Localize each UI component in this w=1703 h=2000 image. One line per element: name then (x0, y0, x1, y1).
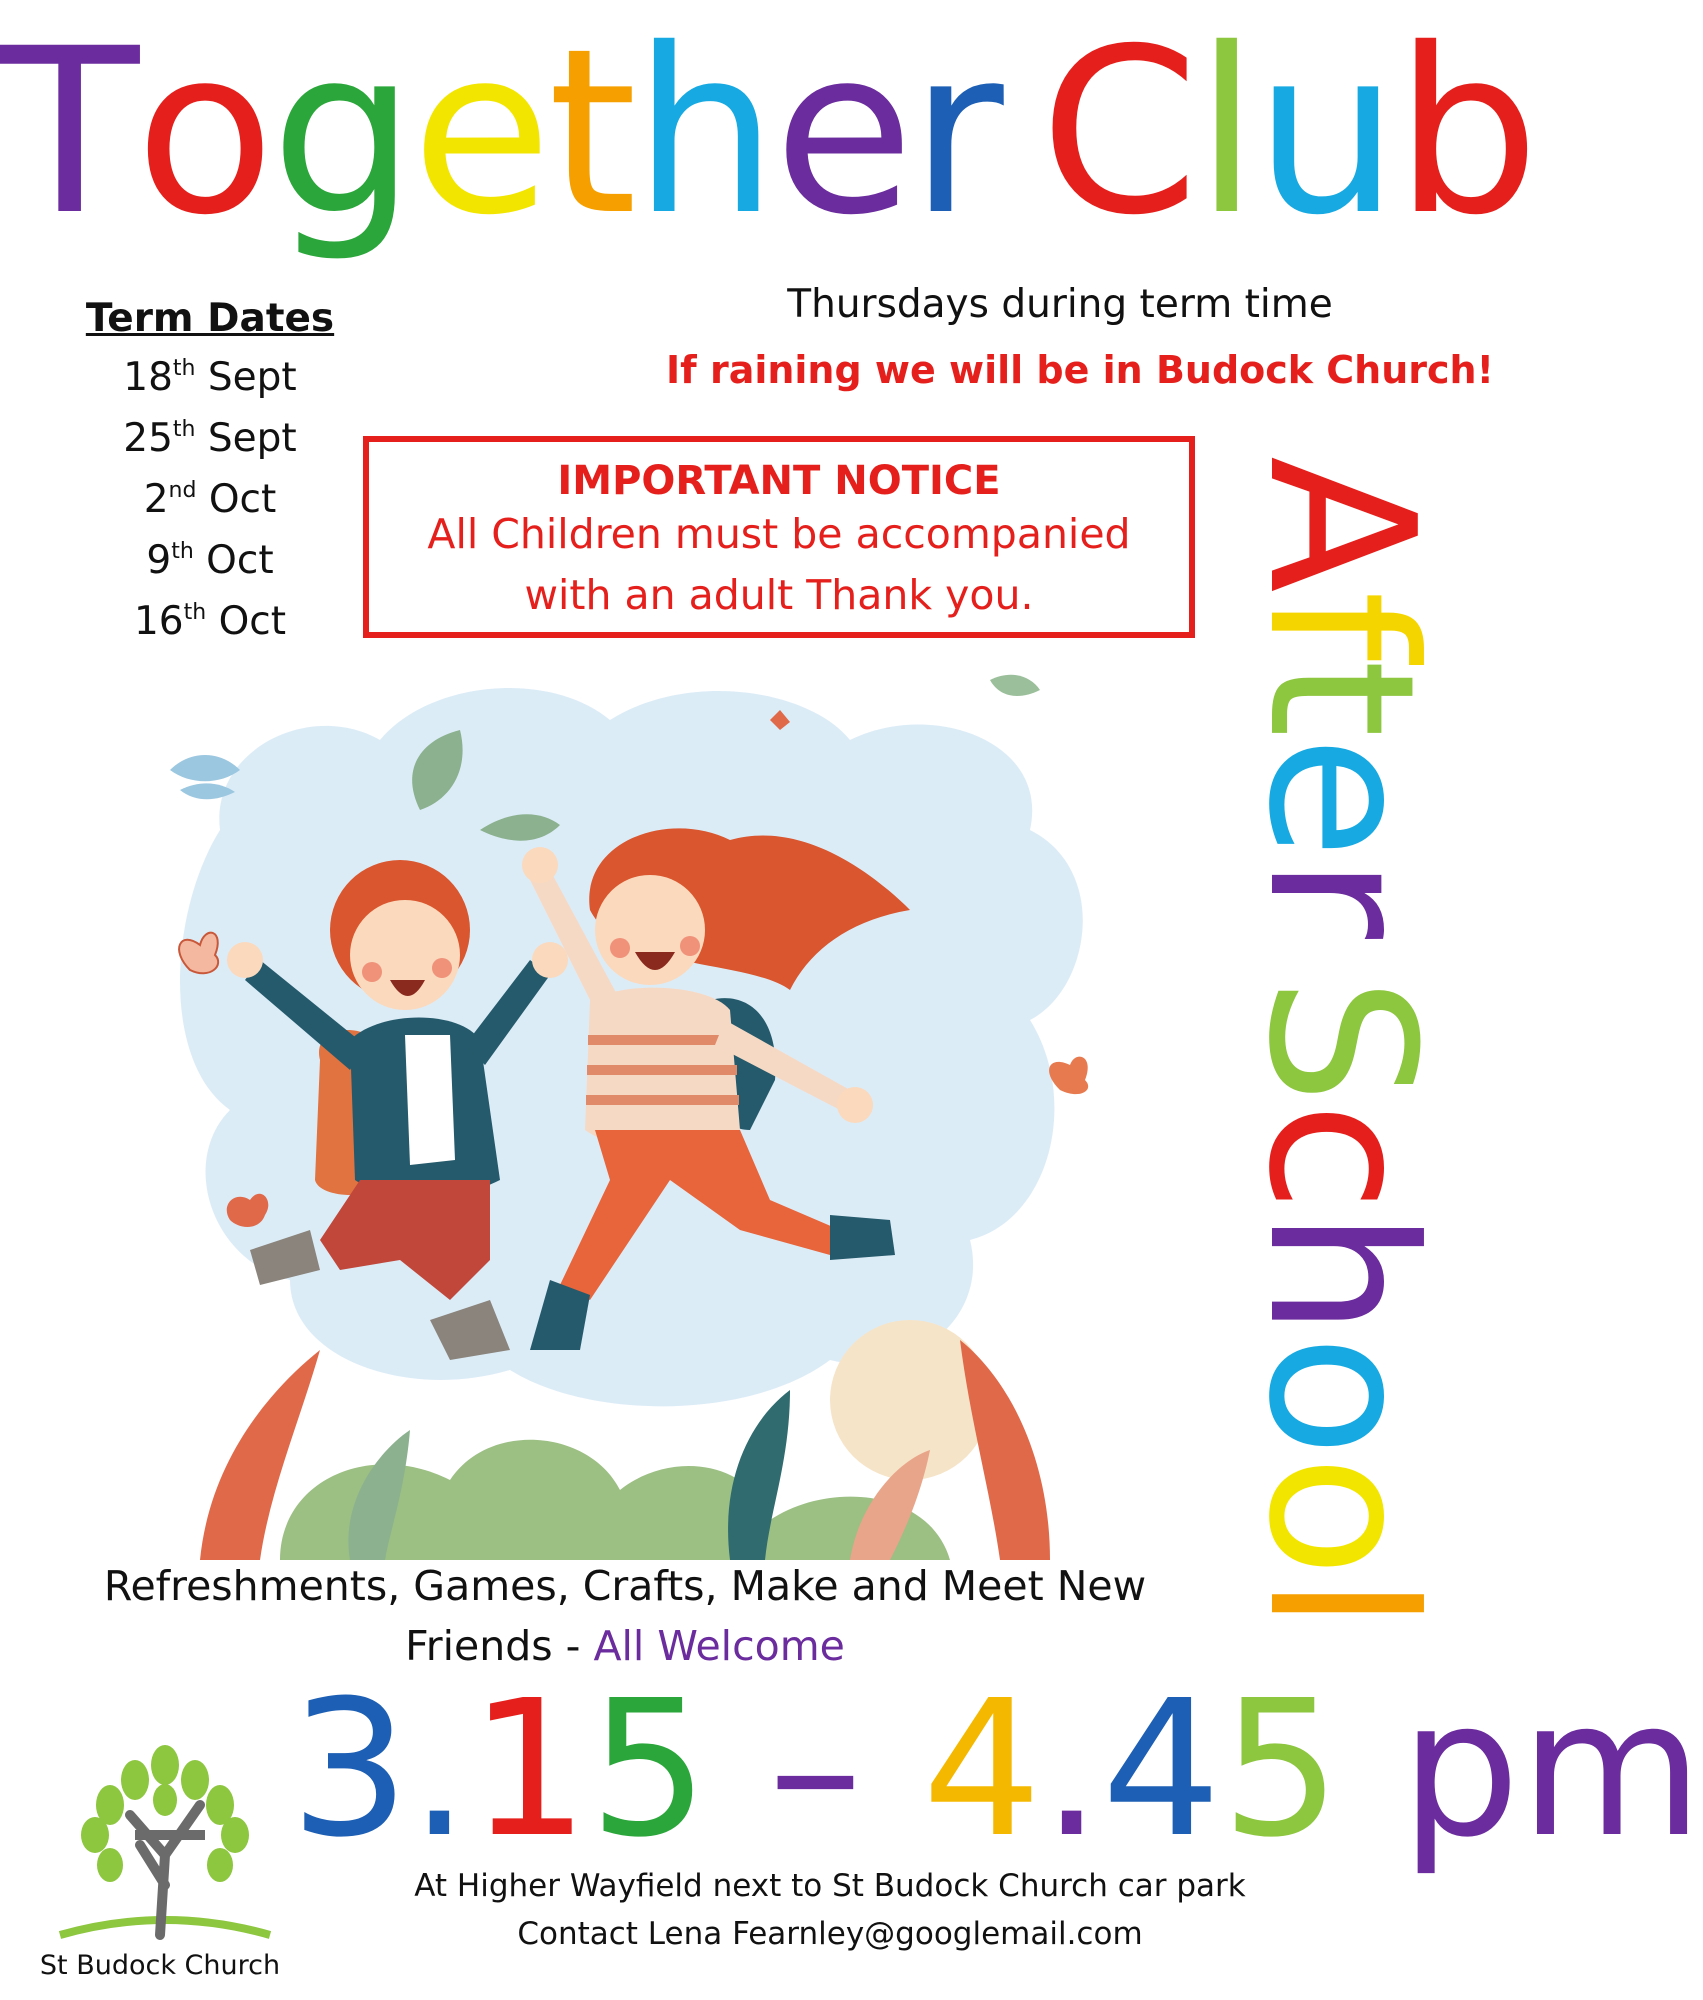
side-letter: e (1224, 735, 1457, 857)
butterfly (1049, 1057, 1088, 1095)
boy-hand (227, 942, 263, 978)
notice-body (369, 504, 1189, 626)
logo-cross (135, 1830, 205, 1840)
side-letter: o (1224, 1334, 1457, 1456)
rain-notice: If raining we will be in Budock Church! (666, 348, 1494, 392)
title-letter (1000, 18, 1040, 246)
jumping-children-illustration (150, 660, 1140, 1560)
contact-line: Contact Lena Fearnley@googlemail.com (517, 1916, 1143, 1952)
boy-cheek (432, 958, 452, 978)
title-letter: l (1194, 0, 1255, 265)
address-block (370, 1862, 1290, 1958)
session-time (290, 1660, 1703, 1879)
term-date: 25th Sept (123, 416, 297, 461)
title-letter: g (270, 0, 412, 265)
side-letter: l (1224, 1575, 1457, 1629)
time-part: pm (1340, 1660, 1703, 1879)
title-letter: o (135, 0, 271, 265)
time-part: 4 (922, 1660, 1042, 1879)
activities-prefix: Friends - (405, 1622, 594, 1670)
term-dates-heading: Term Dates (85, 296, 335, 341)
side-letter: S (1224, 976, 1457, 1102)
time-part: . (1041, 1660, 1102, 1879)
time-part: 5 (589, 1660, 709, 1879)
notice-line: All Children must be accompanied (427, 510, 1131, 558)
address-line: At Higher Wayfield next to St Budock Church car park (414, 1868, 1246, 1904)
side-letter: c (1224, 1101, 1457, 1210)
important-notice-box (363, 436, 1195, 638)
side-letter: o (1224, 1455, 1457, 1576)
schedule-text: Thursdays during term time (787, 282, 1333, 327)
activities-text (40, 1556, 1210, 1676)
term-date: 18th Sept (123, 355, 297, 400)
side-letter: h (1224, 1209, 1457, 1335)
title-letter: u (1254, 0, 1395, 265)
girl-shoe (830, 1215, 895, 1260)
title-letter: t (547, 0, 634, 265)
activities-line: Refreshments, Games, Crafts, Make and Meet New (103, 1562, 1147, 1610)
leaf (170, 755, 240, 781)
time-part: . (409, 1660, 470, 1879)
after-school-vertical-text (1224, 456, 1457, 1629)
girl-hand (837, 1087, 873, 1123)
title-letter: r (910, 0, 1000, 265)
time-part: – (708, 1660, 923, 1879)
boy-cheek (362, 962, 382, 982)
all-welcome-text: All Welcome (593, 1622, 845, 1670)
time-part: 5 (1221, 1660, 1341, 1879)
sun (830, 1320, 990, 1480)
logo-name: St Budock Church (39, 1950, 281, 1981)
fern (960, 1340, 1050, 1560)
term-dates-list (60, 347, 360, 652)
notice-title: IMPORTANT NOTICE (557, 458, 1001, 504)
poster-title (0, 0, 1536, 265)
time-part: 1 (469, 1660, 590, 1879)
side-letter: r (1224, 856, 1457, 937)
title-letter: C (1039, 0, 1195, 265)
leaf (990, 675, 1040, 696)
notice-line: with an adult Thank you. (524, 571, 1034, 619)
term-date: 16th Oct (133, 599, 287, 644)
girl-cheek (680, 936, 700, 956)
time-part: 4 (1101, 1660, 1222, 1879)
time-part: 3 (290, 1660, 410, 1879)
boy-hand (532, 942, 568, 978)
side-letter (1240, 937, 1440, 977)
title-letter: b (1394, 0, 1536, 265)
girl-cheek (610, 938, 630, 958)
term-dates (60, 296, 360, 652)
girl-hand (522, 847, 558, 883)
side-letter: A (1224, 456, 1457, 591)
boy-shirt (405, 1035, 455, 1165)
title-letter: e (411, 0, 548, 265)
term-date: 9th Oct (146, 538, 274, 583)
st-budock-church-tree-logo (40, 1735, 290, 1955)
term-date: 2nd Oct (143, 477, 277, 522)
title-letter: T (0, 0, 136, 265)
title-letter: e (773, 0, 910, 265)
side-letter: f (1224, 590, 1457, 660)
title-letter: h (633, 0, 774, 265)
logo-trunk (130, 1805, 200, 1935)
side-letter: t (1224, 659, 1457, 736)
